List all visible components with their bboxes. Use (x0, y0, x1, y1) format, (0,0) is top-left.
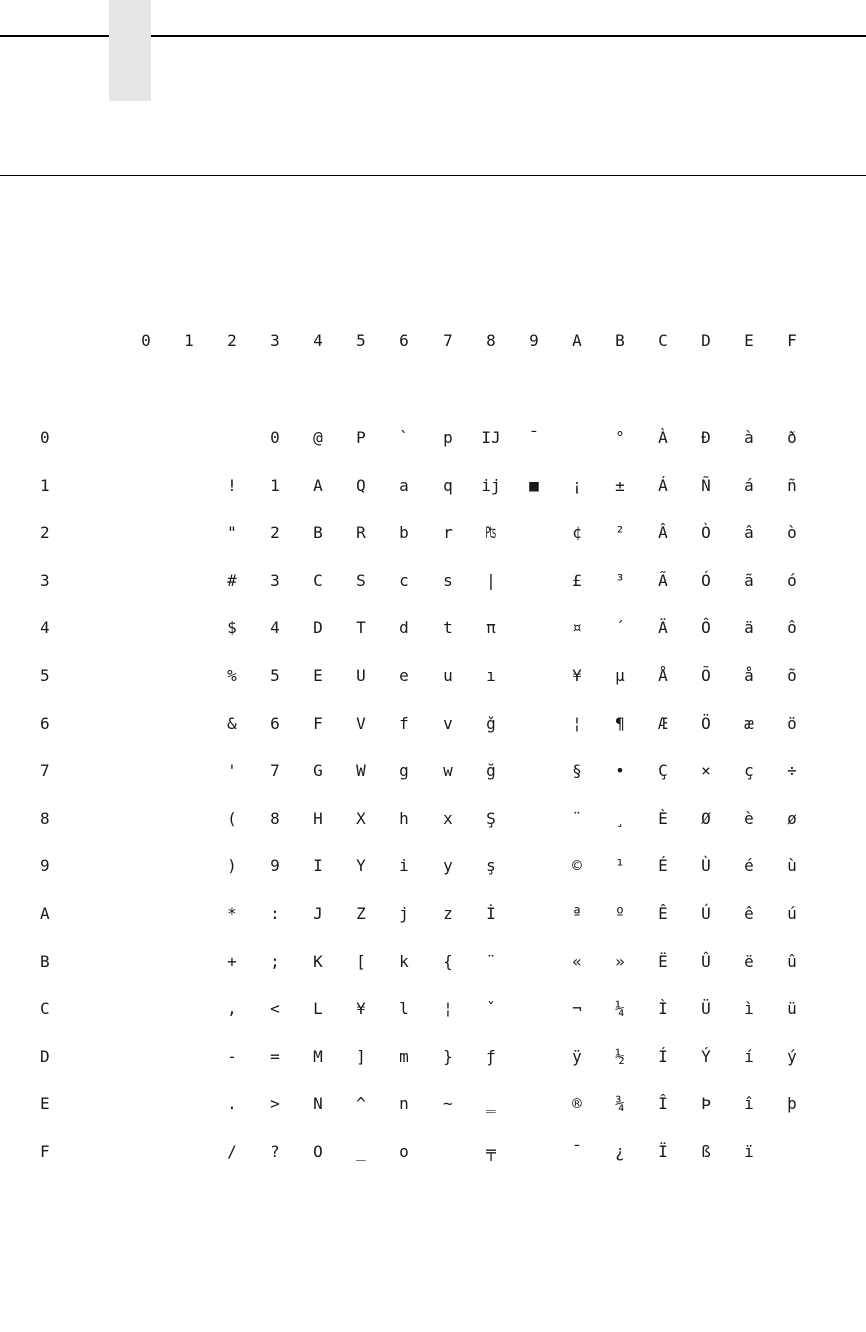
table-cell: ¹ (615, 856, 625, 876)
table-cell: ß (701, 1142, 711, 1161)
table-cell: x (443, 808, 453, 828)
table-cell: ô (787, 618, 797, 638)
table-cell: ǧ (486, 713, 496, 733)
table-cell: { (443, 951, 453, 971)
table-cell: ¦ (443, 999, 453, 1019)
table-cell: ê (744, 904, 754, 923)
table-cell: J (313, 904, 323, 923)
table-cell: ö (787, 713, 797, 733)
row-header: 3 (40, 570, 50, 590)
table-cell: = (270, 1046, 280, 1066)
column-header: 2 (227, 331, 237, 350)
table-cell: m (399, 1046, 409, 1066)
column-header: 7 (443, 331, 453, 350)
table-cell: í (744, 1046, 754, 1066)
table-cell: ¼ (615, 999, 625, 1019)
table-cell: ï (744, 1142, 754, 1161)
table-cell: ■ (529, 475, 539, 495)
column-header: 1 (184, 331, 194, 350)
table-cell: $ (227, 618, 237, 638)
table-cell: ¨ (486, 951, 496, 971)
table-cell: _ (356, 1142, 366, 1161)
row-header: 9 (40, 856, 50, 876)
table-cell: û (787, 951, 797, 971)
table-cell: ¦ (572, 713, 582, 733)
table-cell: N (313, 1094, 323, 1114)
table-cell: ] (356, 1046, 366, 1066)
table-cell: ` (399, 428, 409, 447)
table-cell: > (270, 1094, 280, 1114)
column-header: 6 (399, 331, 409, 350)
table-cell: " (227, 523, 237, 543)
table-cell: , (227, 999, 237, 1019)
table-cell: ğ (486, 761, 496, 781)
table-cell: ¶ (615, 713, 625, 733)
table-cell: ± (615, 475, 625, 495)
table-cell: 6 (270, 713, 280, 733)
table-cell: A (313, 475, 323, 495)
table-cell: 8 (270, 808, 280, 828)
row-header: A (40, 904, 50, 923)
table-cell: Ò (701, 523, 711, 543)
table-cell: ij (481, 475, 501, 495)
table-cell: U (356, 666, 366, 685)
table-cell: å (744, 666, 754, 685)
table-cell: ë (744, 951, 754, 971)
table-cell: ø (787, 808, 797, 828)
table-cell: ¥ (572, 666, 582, 685)
table-cell: I (313, 856, 323, 876)
table-cell: ¾ (615, 1094, 625, 1114)
table-cell: Ú (701, 904, 711, 923)
row-header: 2 (40, 523, 50, 543)
table-cell: M (313, 1046, 323, 1066)
table-cell: ¸ (615, 808, 625, 828)
column-header: 5 (356, 331, 366, 350)
table-cell: þ (787, 1094, 797, 1114)
table-cell: ^ (356, 1094, 366, 1114)
table-cell: Z (356, 904, 366, 923)
table-cell: X (356, 808, 366, 828)
table-cell: ó (787, 570, 797, 590)
table-cell: È (658, 808, 668, 828)
table-cell: ² (615, 523, 625, 543)
table-cell: Ù (701, 856, 711, 876)
table-cell: • (615, 761, 625, 781)
column-header: 0 (141, 331, 151, 350)
table-cell: ò (787, 523, 797, 543)
table-cell: % (227, 666, 237, 685)
table-cell: V (356, 713, 366, 733)
table-cell: & (227, 713, 237, 733)
table-cell: b (399, 523, 409, 543)
table-cell: ÷ (787, 761, 797, 781)
table-cell: ¥ (356, 999, 366, 1019)
row-header: 1 (40, 475, 50, 495)
table-cell: ˇ (486, 999, 496, 1019)
table-cell: < (270, 999, 280, 1019)
table-cell: i (399, 856, 409, 876)
table-cell: ‗ (486, 1094, 496, 1114)
table-cell: d (399, 618, 409, 638)
table-cell: 4 (270, 618, 280, 638)
table-cell: Ø (701, 808, 711, 828)
table-cell: § (572, 761, 582, 781)
table-cell: 7 (270, 761, 280, 781)
row-header: B (40, 951, 50, 971)
row-header: 5 (40, 666, 50, 685)
table-cell: Y (356, 856, 366, 876)
table-cell: ~ (443, 1094, 453, 1114)
table-cell: . (227, 1094, 237, 1114)
table-cell: / (227, 1142, 237, 1161)
table-cell: ¯ (572, 1142, 582, 1161)
table-cell: ³ (615, 570, 625, 590)
table-cell: π (486, 618, 496, 638)
table-cell: ; (270, 951, 280, 971)
table-cell: Ş (486, 808, 496, 828)
table-cell: Ó (701, 570, 711, 590)
row-header: 8 (40, 808, 50, 828)
table-cell: l (399, 999, 409, 1019)
table-cell: Õ (701, 666, 711, 685)
table-cell: * (227, 904, 237, 923)
table-cell: ½ (615, 1046, 625, 1066)
row-header: 0 (40, 428, 50, 447)
table-cell: ð (787, 428, 797, 447)
table-cell: t (443, 618, 453, 638)
table-cell: Ý (701, 1046, 711, 1066)
table-cell: î (744, 1094, 754, 1114)
table-cell: ¡ (572, 475, 582, 495)
table-cell: ¯ (529, 428, 539, 447)
table-cell: ₧ (486, 523, 496, 543)
table-cell: S (356, 570, 366, 590)
table-cell: p (443, 428, 453, 447)
column-header: A (572, 331, 582, 350)
table-cell: y (443, 856, 453, 876)
row-header: 7 (40, 761, 50, 781)
table-cell: ´ (615, 618, 625, 638)
row-header: C (40, 999, 50, 1019)
table-cell: z (443, 904, 453, 923)
table-cell: ' (227, 761, 237, 781)
table-cell: a (399, 475, 409, 495)
column-header: 8 (486, 331, 496, 350)
column-header: C (658, 331, 668, 350)
table-cell: ® (572, 1094, 582, 1114)
table-cell: ╤ (486, 1142, 496, 1161)
table-cell: o (399, 1142, 409, 1161)
table-cell: k (399, 951, 409, 971)
table-cell: T (356, 618, 366, 638)
table-cell: r (443, 523, 453, 543)
column-header: 4 (313, 331, 323, 350)
table-cell: ¤ (572, 618, 582, 638)
table-cell: ! (227, 475, 237, 495)
table-cell: ¬ (572, 999, 582, 1019)
table-cell: ? (270, 1142, 280, 1161)
column-header: B (615, 331, 625, 350)
table-cell: K (313, 951, 323, 971)
table-cell: q (443, 475, 453, 495)
table-cell: + (227, 951, 237, 971)
table-cell: × (701, 761, 711, 781)
row-header: D (40, 1046, 50, 1066)
table-cell: à (744, 428, 754, 447)
table-cell: º (615, 904, 625, 923)
table-cell: L (313, 999, 323, 1019)
table-cell: ä (744, 618, 754, 638)
table-cell: C (313, 570, 323, 590)
table-cell: Ü (701, 999, 711, 1019)
table-cell: ƒ (486, 1046, 496, 1066)
table-cell: Ð (701, 428, 711, 447)
table-cell: ş (486, 856, 496, 876)
table-cell: D (313, 618, 323, 638)
column-header: E (744, 331, 754, 350)
table-cell: Í (658, 1046, 668, 1066)
table-cell: æ (744, 713, 754, 733)
column-header: D (701, 331, 711, 350)
table-cell: [ (356, 951, 366, 971)
table-cell: ý (787, 1046, 797, 1066)
table-cell: ÿ (572, 1046, 582, 1066)
table-cell: ¨ (572, 808, 582, 828)
table-cell: « (572, 951, 582, 971)
table-cell: © (572, 856, 582, 876)
table-cell: À (658, 428, 668, 447)
table-cell: é (744, 856, 754, 876)
table-cell: 1 (270, 475, 280, 495)
column-header: 9 (529, 331, 539, 350)
table-cell: İ (486, 904, 496, 923)
table-cell: B (313, 523, 323, 543)
table-cell: ª (572, 904, 582, 923)
table-cell: Æ (658, 713, 668, 733)
table-cell: # (227, 570, 237, 590)
table-cell: Ñ (701, 475, 711, 495)
table-cell: g (399, 761, 409, 781)
table-cell: ¢ (572, 523, 582, 543)
table-cell: ) (227, 856, 237, 876)
table-cell: W (356, 761, 366, 781)
table-cell: | (486, 570, 496, 590)
table-cell: £ (572, 570, 582, 590)
table-cell: ì (744, 999, 754, 1019)
table-cell: õ (787, 666, 797, 685)
table-cell: Â (658, 523, 668, 543)
table-cell: µ (615, 666, 625, 685)
table-cell: ° (615, 428, 625, 447)
table-cell: R (356, 523, 366, 543)
table-cell: ü (787, 999, 797, 1019)
table-cell: Ã (658, 570, 668, 590)
table-cell: Ç (658, 761, 668, 781)
table-cell: Ö (701, 713, 711, 733)
table-cell: - (227, 1046, 237, 1066)
table-cell: 3 (270, 570, 280, 590)
table-cell: P (356, 428, 366, 447)
table-cell: j (399, 904, 409, 923)
table-cell: á (744, 475, 754, 495)
table-cell: Ë (658, 951, 668, 971)
table-cell: IJ (481, 428, 501, 447)
table-cell: 9 (270, 856, 280, 876)
table-cell: 2 (270, 523, 280, 543)
table-cell: ù (787, 856, 797, 876)
table-cell: H (313, 808, 323, 828)
table-cell: f (399, 713, 409, 733)
row-header: 4 (40, 618, 50, 638)
row-header: E (40, 1094, 50, 1114)
table-cell: v (443, 713, 453, 733)
row-header: F (40, 1142, 50, 1161)
row-header: 6 (40, 713, 50, 733)
table-cell: e (399, 666, 409, 685)
table-cell: ã (744, 570, 754, 590)
table-cell: } (443, 1046, 453, 1066)
table-cell: O (313, 1142, 323, 1161)
table-cell: Q (356, 475, 366, 495)
table-cell: Û (701, 951, 711, 971)
table-cell: F (313, 713, 323, 733)
table-cell: n (399, 1094, 409, 1114)
table-cell: ¿ (615, 1142, 625, 1161)
table-cell: u (443, 666, 453, 685)
table-cell: G (313, 761, 323, 781)
table-cell: : (270, 904, 280, 923)
column-header: 3 (270, 331, 280, 350)
table-cell: É (658, 856, 668, 876)
table-cell: ( (227, 808, 237, 828)
table-cell: ı (486, 666, 496, 685)
table-cell: s (443, 570, 453, 590)
table-cell: 0 (270, 428, 280, 447)
table-cell: ñ (787, 475, 797, 495)
column-header: F (787, 331, 797, 350)
table-cell: » (615, 951, 625, 971)
table-cell: E (313, 666, 323, 685)
table-cell: w (443, 761, 453, 781)
table-cell: Å (658, 666, 668, 685)
table-cell: Ô (701, 618, 711, 638)
table-cell: Î (658, 1094, 668, 1114)
table-cell: ç (744, 761, 754, 781)
table-cell: Á (658, 475, 668, 495)
table-cell: Ä (658, 618, 668, 638)
table-cell: ú (787, 904, 797, 923)
table-cell: Ì (658, 999, 668, 1019)
table-cell: è (744, 808, 754, 828)
table-cell: c (399, 570, 409, 590)
table-cell: Ï (658, 1142, 668, 1161)
table-cell: Ê (658, 904, 668, 923)
table-cell: â (744, 523, 754, 543)
table-cell: @ (313, 428, 323, 447)
table-cell: 5 (270, 666, 280, 685)
table-cell: Þ (701, 1094, 711, 1114)
table-cell: h (399, 808, 409, 828)
